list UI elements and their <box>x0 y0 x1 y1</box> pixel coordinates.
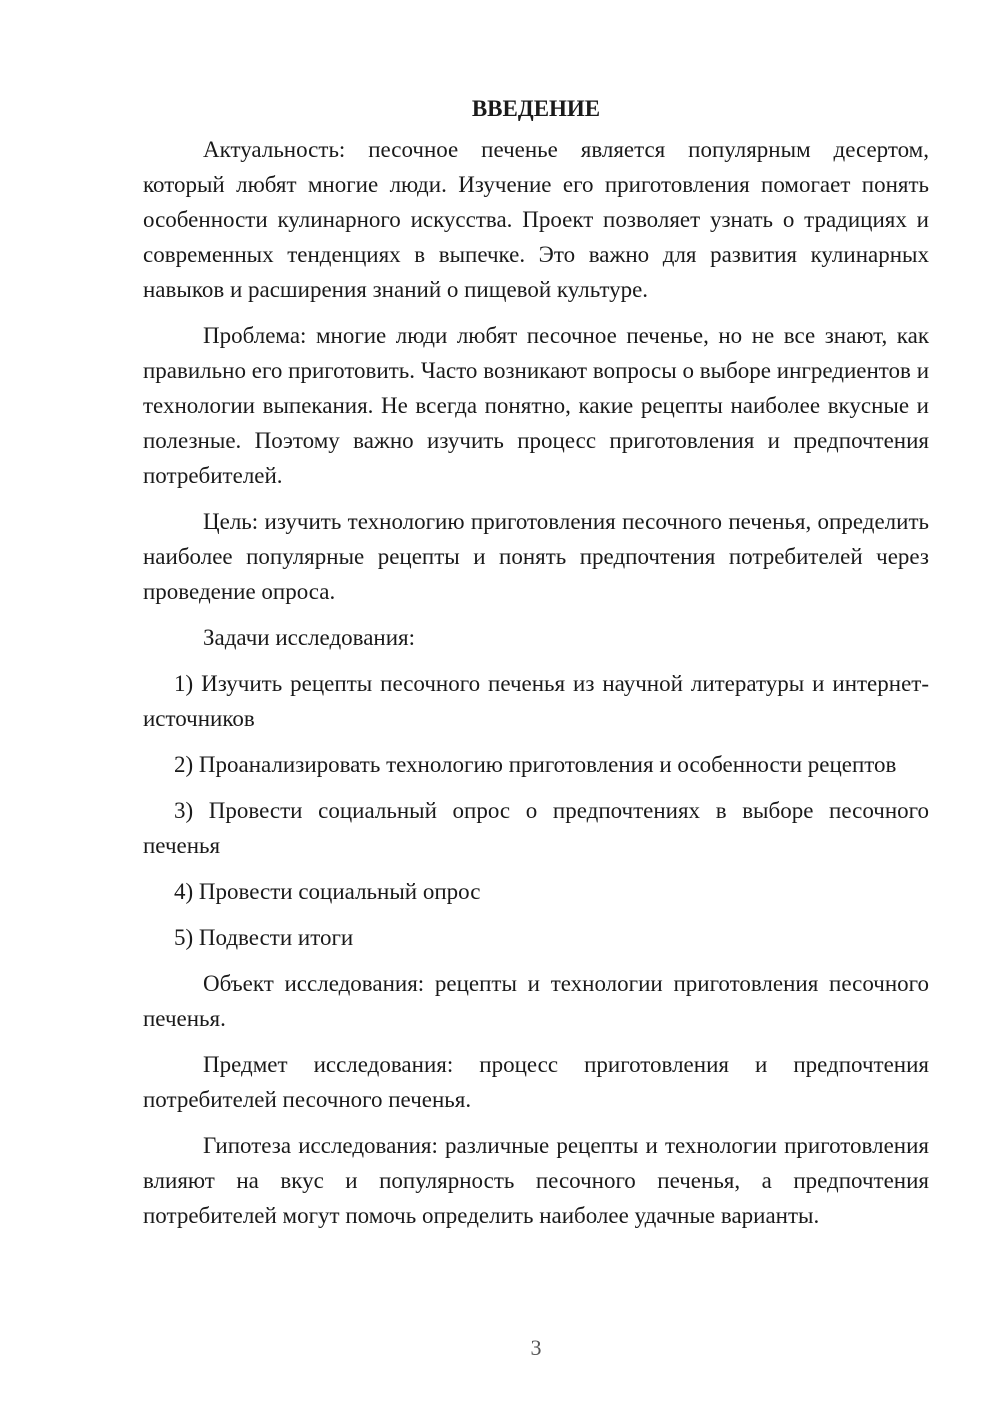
page-number: 3 <box>530 1335 542 1360</box>
relevance-paragraph: Актуальность: песочное печенье является популярным десертом, который любят многие люди. Изучение его приготовления помогает понять особенности кулинарного искусства. Проект позволяет узнать о традициях и современных тенденциях в выпечке. Это важно для развития кулинарных навыков и расширения знаний о пищевой культуре. <box>143 137 929 302</box>
object-paragraph: Объект исследования: рецепты и технологии приготовления песочного печенья. <box>143 971 929 1031</box>
problem-paragraph: Проблема: многие люди любят песочное печенье, но не все знают, как правильно его приготовить. Часто возникают вопросы о выборе ингредиентов и технологии выпекания. Не всегда понятно, какие рецепты наиболее вкусные и полезные. Поэтому важно изучить процесс приготовления и предпочтения потребителей. <box>143 323 929 488</box>
page-title: ВВЕДЕНИЕ <box>471 96 601 121</box>
task-item: 2) Проанализировать технологию приготовления и особенности рецептов <box>174 752 897 777</box>
task-item: 1) Изучить рецепты песочного печенья из научной литературы и интернет-источников <box>143 671 929 731</box>
tasks-heading: Задачи исследования: <box>203 625 416 650</box>
tasks-list <box>143 666 929 955</box>
hypothesis-paragraph: Гипотеза исследования: различные рецепты и технологии приготовления влияют на вкус и популярность песочного печенья, а предпочтения потребителей могут помочь определить наиболее удачные варианты. <box>143 1133 929 1228</box>
task-item: 3) Провести социальный опрос о предпочтениях в выборе песочного печенья <box>143 798 929 858</box>
document-page <box>143 92 929 1244</box>
goal-paragraph: Цель: изучить технологию приготовления песочного печенья, определить наиболее популярные рецепты и понять предпочтения потребителей через проведение опроса. <box>143 509 929 604</box>
task-item: 4) Провести социальный опрос <box>174 879 481 904</box>
task-item: 5) Подвести итоги <box>174 925 354 950</box>
subject-paragraph: Предмет исследования: процесс приготовления и предпочтения потребителей песочного печенья. <box>143 1052 929 1112</box>
